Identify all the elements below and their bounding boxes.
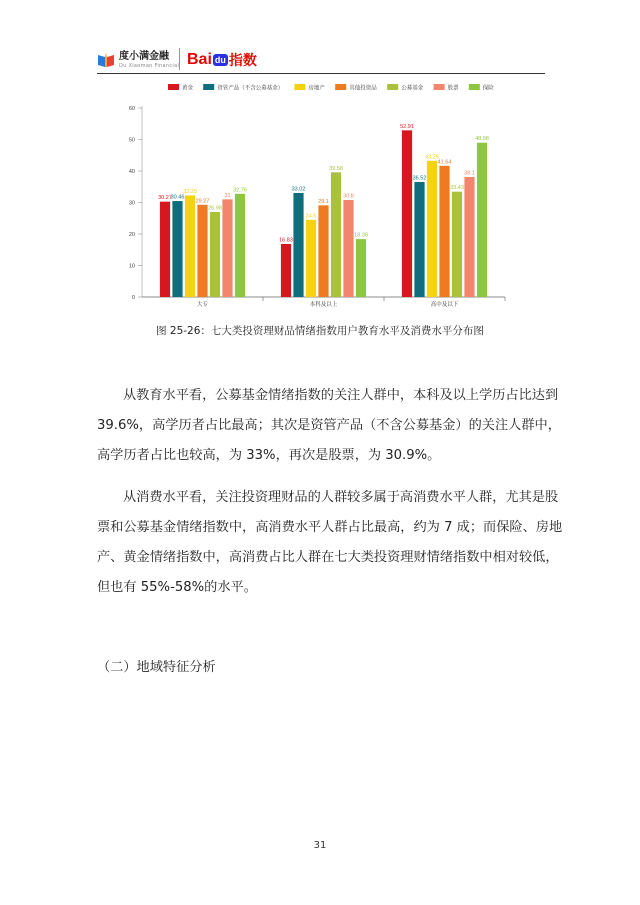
duxiaoman-logo-en: Du Xiaoman Financial — [119, 62, 180, 69]
legend-swatch — [469, 84, 480, 90]
bar — [235, 194, 245, 297]
header-rule — [97, 73, 545, 74]
y-tick-label: 10 — [128, 263, 135, 270]
figure-caption: 图 25-26：七大类投资理财品情绪指数用户教育水平及消费水平分布图 — [156, 325, 484, 337]
baidu-logo-zhishu: 指数 — [228, 52, 257, 68]
page-header — [97, 46, 547, 76]
paragraph-line: 从教育水平看，公募基金情绪指数的关注人群中，本科及以上学历占比达到 — [123, 388, 559, 403]
legend-swatch — [203, 84, 214, 90]
bar — [306, 220, 316, 297]
duxiaoman-logo-cn: 度小满金融 — [119, 50, 169, 62]
bar — [172, 201, 182, 297]
y-tick-label: 30 — [128, 200, 135, 207]
paragraph-line: 39.6%，高学历者占比最高；其次是资管产品（不含公募基金）的关注人群中， — [97, 418, 561, 433]
bar — [222, 199, 232, 297]
paragraph-education — [97, 381, 561, 471]
legend-label: 其他投资品 — [349, 85, 377, 92]
category-label: 高中及以下 — [430, 302, 459, 308]
bar — [464, 177, 474, 297]
paragraph-line: 但也有 55%-58%的水平。 — [97, 580, 257, 595]
data-label: 31 — [224, 192, 231, 199]
data-label: 32.25 — [183, 188, 197, 195]
data-label: 38.1 — [464, 170, 475, 177]
legend-swatch — [168, 84, 179, 90]
legend-label: 黄金 — [182, 85, 194, 92]
data-label: 16.83 — [279, 237, 293, 244]
bar — [210, 212, 220, 297]
data-label: 29.27 — [195, 198, 210, 205]
category-label: 大专 — [196, 302, 209, 308]
bar — [439, 166, 449, 297]
y-tick-label: 20 — [128, 232, 135, 238]
paragraph-line: 从消费水平看，关注投资理财品的人群较多属于高消费水平人群，尤其是股 — [123, 490, 559, 505]
bar — [452, 192, 462, 297]
data-label: 30.8 — [343, 193, 354, 200]
paragraph-line: 票和公募基金情绪指数中，高消费水平人群占比最高，约为 7 成；而保险、房地 — [97, 520, 563, 535]
y-tick-label: 0 — [131, 295, 135, 301]
legend-label: 保险 — [482, 85, 494, 92]
legend-swatch — [335, 84, 346, 90]
bar — [402, 130, 412, 297]
data-label: 30.27 — [158, 195, 172, 202]
data-label: 30.46 — [170, 194, 185, 201]
baidu-index-logo — [187, 48, 257, 72]
legend-label: 股票 — [447, 85, 459, 92]
y-tick-label: 60 — [128, 106, 135, 112]
bar — [331, 172, 341, 297]
bar-chart — [110, 78, 530, 313]
logo-separator — [179, 48, 180, 70]
data-label: 33.02 — [291, 186, 306, 193]
legend-swatch — [434, 84, 445, 90]
legend-swatch — [387, 84, 398, 90]
data-label: 48.98 — [475, 136, 489, 143]
data-label: 24.5 — [305, 213, 317, 220]
baidu-paw-icon: du — [214, 55, 226, 65]
bar — [197, 205, 207, 297]
page-number: 31 — [313, 840, 327, 851]
y-tick-label: 50 — [128, 137, 135, 144]
y-tick-label: 40 — [128, 169, 135, 175]
data-label: 39.58 — [329, 165, 343, 172]
bar — [281, 244, 291, 297]
bar — [160, 202, 170, 297]
duxiaoman-book-icon — [97, 52, 115, 68]
legend-label: 资管产品（不含公募基金） — [217, 85, 284, 92]
bar — [185, 195, 195, 297]
section-title: （二）地域特征分析 — [97, 660, 216, 675]
duxiaoman-logo — [97, 48, 179, 72]
bar — [356, 239, 366, 297]
legend-swatch — [294, 84, 305, 90]
bar — [477, 143, 487, 297]
data-label: 32.76 — [233, 187, 247, 194]
data-label: 29.1 — [318, 198, 329, 205]
data-label: 52.91 — [400, 123, 414, 130]
bar — [414, 182, 424, 297]
bar — [293, 193, 303, 297]
baidu-logo-bai: Bai — [187, 51, 212, 68]
data-label: 41.64 — [437, 159, 452, 166]
category-label: 本科及以上 — [309, 302, 338, 308]
bar — [343, 200, 353, 297]
paragraph-line: 高学历者占比也较高，为 33%，再次是股票，为 30.9%。 — [97, 448, 441, 463]
paragraph-line: 产、黄金情绪指数中，高消费占比人群在七大类投资理财情绪指数中相对较低， — [97, 550, 559, 565]
data-label: 43.25 — [425, 154, 439, 161]
bar — [318, 205, 328, 297]
legend-label: 公募基金 — [401, 85, 424, 92]
legend-label: 房地产 — [308, 85, 325, 92]
data-label: 26.98 — [208, 205, 222, 212]
paragraph-consumption — [97, 483, 563, 603]
data-label: 18.38 — [354, 232, 368, 239]
bar — [427, 161, 437, 297]
data-label: 33.43 — [450, 185, 464, 192]
data-label: 36.52 — [412, 175, 427, 182]
